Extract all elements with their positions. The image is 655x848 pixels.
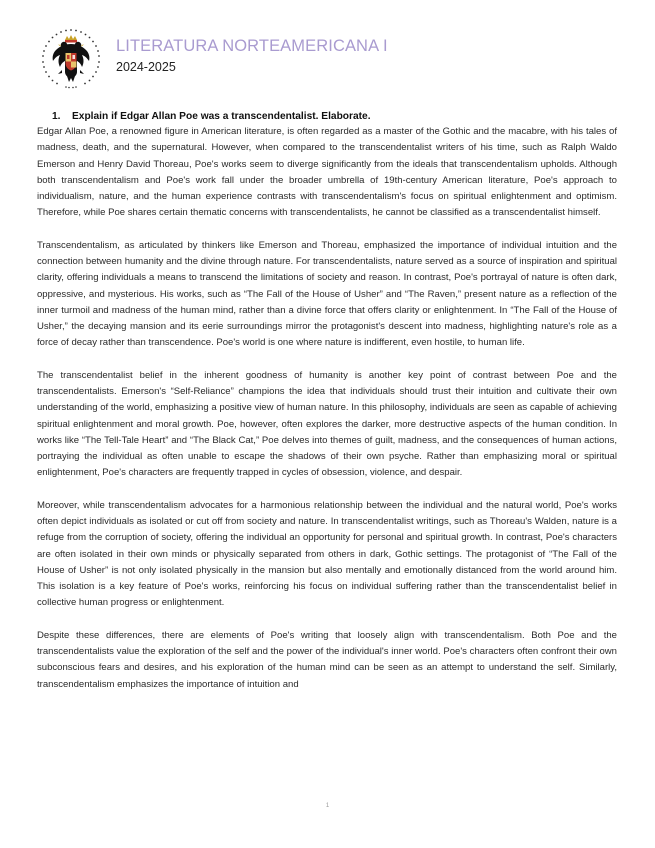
paragraph-intro: Edgar Allan Poe, a renowned figure in American literature, is often regarded as a master of the Gothic and the macabre, with his tales of madness, death, and the supernatural. However, when compared to the transcendentalist writers of his time, such as Ralph Waldo Emerson and Henry David Thoreau, Poe's works seem to diverge significantly from the ideals that transcendentalism upholds. Although both transcendentalism and Poe's work fall under the broader umbrella of 19th-century American literature, Poe's approach to individualism, nature, and the human experience contrasts with transcendentalism's focus on spiritual enlightenment and optimism. Therefore, while Poe shares certain thematic concerns with transcendentalists, he cannot be classified as a transcendentalist himself. <box>37 126 617 219</box>
paragraph-nature: Transcendentalism, as articulated by thinkers like Emerson and Thoreau, emphasized the importance of individual intuition and the connection between humanity and the divine through nature. For transcendentalists, nature served as a source of inspiration and spiritual clarity, offering individuals a means to transcend the limitations of society and reason. In contrast, Poe's portrayal of nature is often dark, oppressive, and mysterious. His works, such as “The Fall of the House of Usher” and “The Raven,” present nature as a reflection of the inner turmoil and madness of the human mind, rather than a divine force that offers clarity or enlightenment. In “The Fall of the House of Usher,” the decaying mansion and its eerie surroundings mirror the protagonist's descent into madness, highlighting nature's role as a force of decay rather than transcendence. Poe's world is one where nature is indifferent, even hostile, to human life. <box>37 239 617 349</box>
question-heading <box>52 110 617 124</box>
question-text: Explain if Edgar Allan Poe was a transcendentalist. Elaborate. <box>72 111 371 122</box>
document-header <box>38 26 598 96</box>
university-crest-icon <box>38 26 104 92</box>
page-number: 1 <box>325 803 330 809</box>
paragraph-similarities: Despite these differences, there are elements of Poe's writing that loosely align with transcendentalism. Both Poe and the transcendentalists value the exploration of the self and the power of the individual's inner world. Poe's characters often confront their own subconscious fears and desires, and his exploration of the human mind can be seen as an attempt to understand the self. Similarly, transcendentalism emphasizes the importance of intuition and <box>37 629 617 690</box>
document-body <box>37 110 617 709</box>
course-title: LITERATURA NORTEAMERICANA I <box>116 37 388 55</box>
paragraph-isolation: Moreover, while transcendentalism advocates for a harmonious relationship between the individual and the natural world, Poe's works often depict individuals as isolated or cut off from society and nature. In transcendentalist writings, such as Thoreau's Walden, nature is a refuge from the corruption of society, offering the individual an opportunity for personal and spiritual growth. In contrast, Poe's characters are often isolated in their own minds or physically separated from others in dark, Gothic settings. The protagonist of “The Fall of the House of Usher” is not only isolated physically in the mansion but also mentally and emotionally distanced from the world around him. This isolation is a key feature of Poe's works, reinforcing his focus on individual suffering rather than the transcendentalist belief in collective human progress or enlightenment. <box>37 499 617 609</box>
question-number: 1. <box>52 111 61 122</box>
academic-year: 2024-2025 <box>116 60 176 74</box>
paragraph-goodness-of-humanity: The transcendentalist belief in the inherent goodness of humanity is another key point of contrast between Poe and the transcendentalists. Emerson's “Self-Reliance” champions the idea that individuals should trust their intuition and cultivate their own understanding of the world, emphasizing a positive view of human nature. In this philosophy, individuals are seen as capable of achieving spiritual enlightenment and moral growth. Poe, however, often explores the darker, more destructive aspects of the human condition. In works like “The Tell-Tale Heart” and “The Black Cat,” Poe delves into themes of guilt, madness, and the consequences of human actions, portraying the individual as often unable to escape the shadows of their own psyche. Rather than emphasizing moral or spiritual enlightenment, Poe's characters are frequently trapped in cycles of obsession, violence, and despair. <box>37 369 617 479</box>
